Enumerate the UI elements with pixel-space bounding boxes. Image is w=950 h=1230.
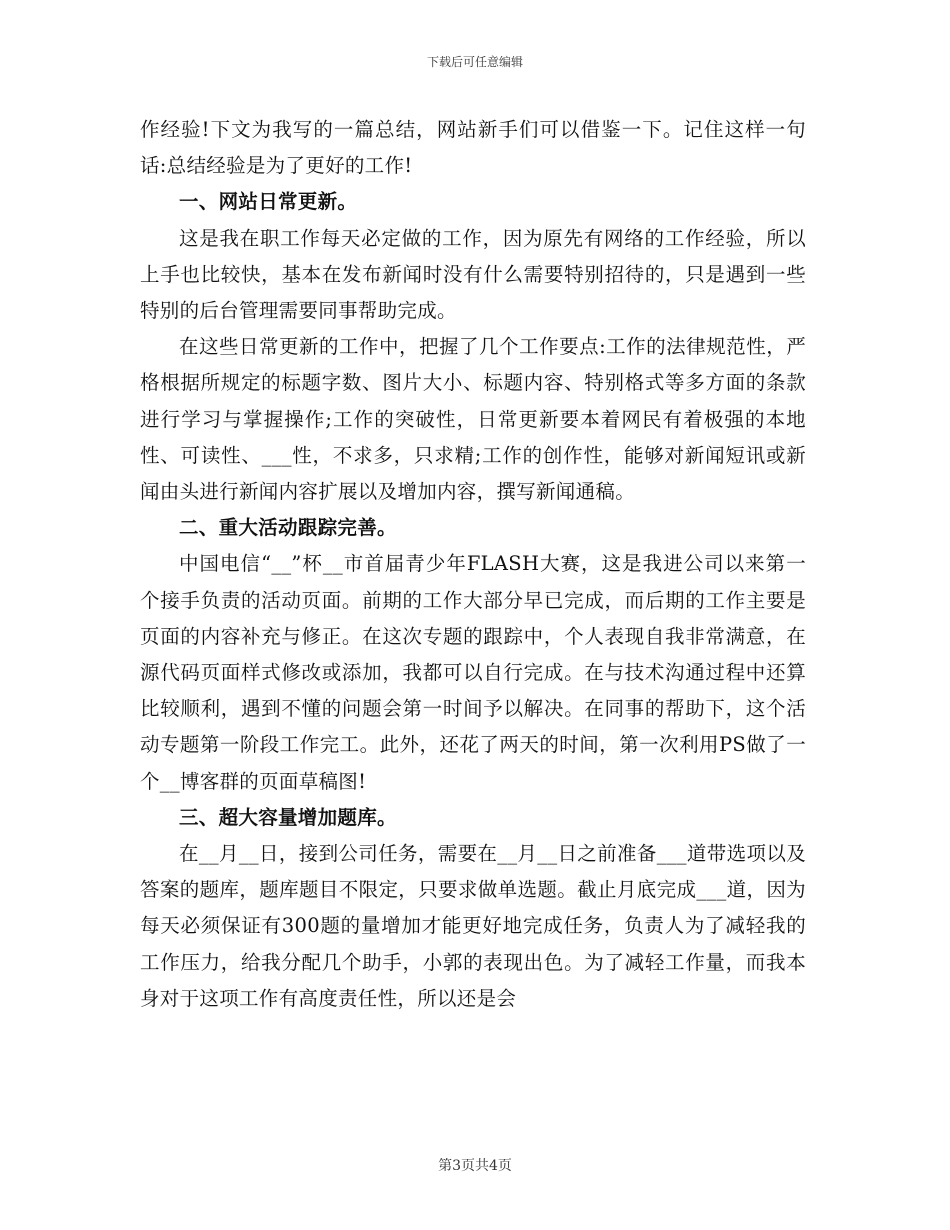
paragraph: 中国电信“__”杯__市首届青少年FLASH大赛，这是我进公司以来第一个接手负责的活动页面。前期的工作大部分早已完成，而后期的工作主要是页面的内容补充与修正。在这次专题的跟踪中，个人表现自我非常满意，在源代码页面样式修改或添加，我都可以自行完成。在与技术沟通过程中还算比较顺利，遇到不懂的问题会第一时间予以解决。在同事的帮助下，这个活动专题第一阶段工作完工。此外，还花了两天的时间，第一次利用PS做了一个__博客群的页面草稿图!: [140, 552, 806, 793]
header-note: 下载后可任意编辑: [426, 55, 523, 69]
document-body: [140, 112, 806, 1017]
section-heading-1: 一、网站日常更新。: [179, 190, 358, 214]
paragraph: 在__月__日，接到公司任务，需要在__月__日之前准备___道带选项以及答案的题库，题库题目不限定，只要求做单选题。截止月底完成___道，因为每天必须保证有300题的量增加才能更好地完成任务，负责人为了减轻我的工作压力，给我分配几个助手，小郭的表现出色。为了减轻工作量，而我本身对于这项工作有高度责任性，所以还是会: [140, 842, 806, 1010]
paragraph: 这是我在职工作每天必定做的工作，因为原先有网络的工作经验，所以上手也比较快，基本在发布新闻时没有什么需要特别招待的，只是遇到一些特别的后台管理需要同事帮助完成。: [140, 226, 806, 323]
paragraph-continuation: 作经验!下文为我写的一篇总结，网站新手们可以借鉴一下。记住这样一句话:总结经验是为了更好的工作!: [140, 118, 806, 178]
paragraph: 在这些日常更新的工作中，把握了几个工作要点:工作的法律规范性，严格根据所规定的标题字数、图片大小、标题内容、特别格式等多方面的条款进行学习与掌握操作;工作的突破性，日常更新要本着网民有着极强的本地性、可读性、___性，不求多，只求精;工作的创作性，能够对新闻短讯或新闻由头进行新闻内容扩展以及增加内容，撰写新闻通稿。: [140, 335, 806, 504]
section-heading-3: 三、超大容量增加题库。: [179, 805, 397, 829]
page-number: 第3页共4页: [438, 1158, 512, 1174]
section-heading-2: 二、重大活动跟踪完善。: [179, 516, 397, 540]
